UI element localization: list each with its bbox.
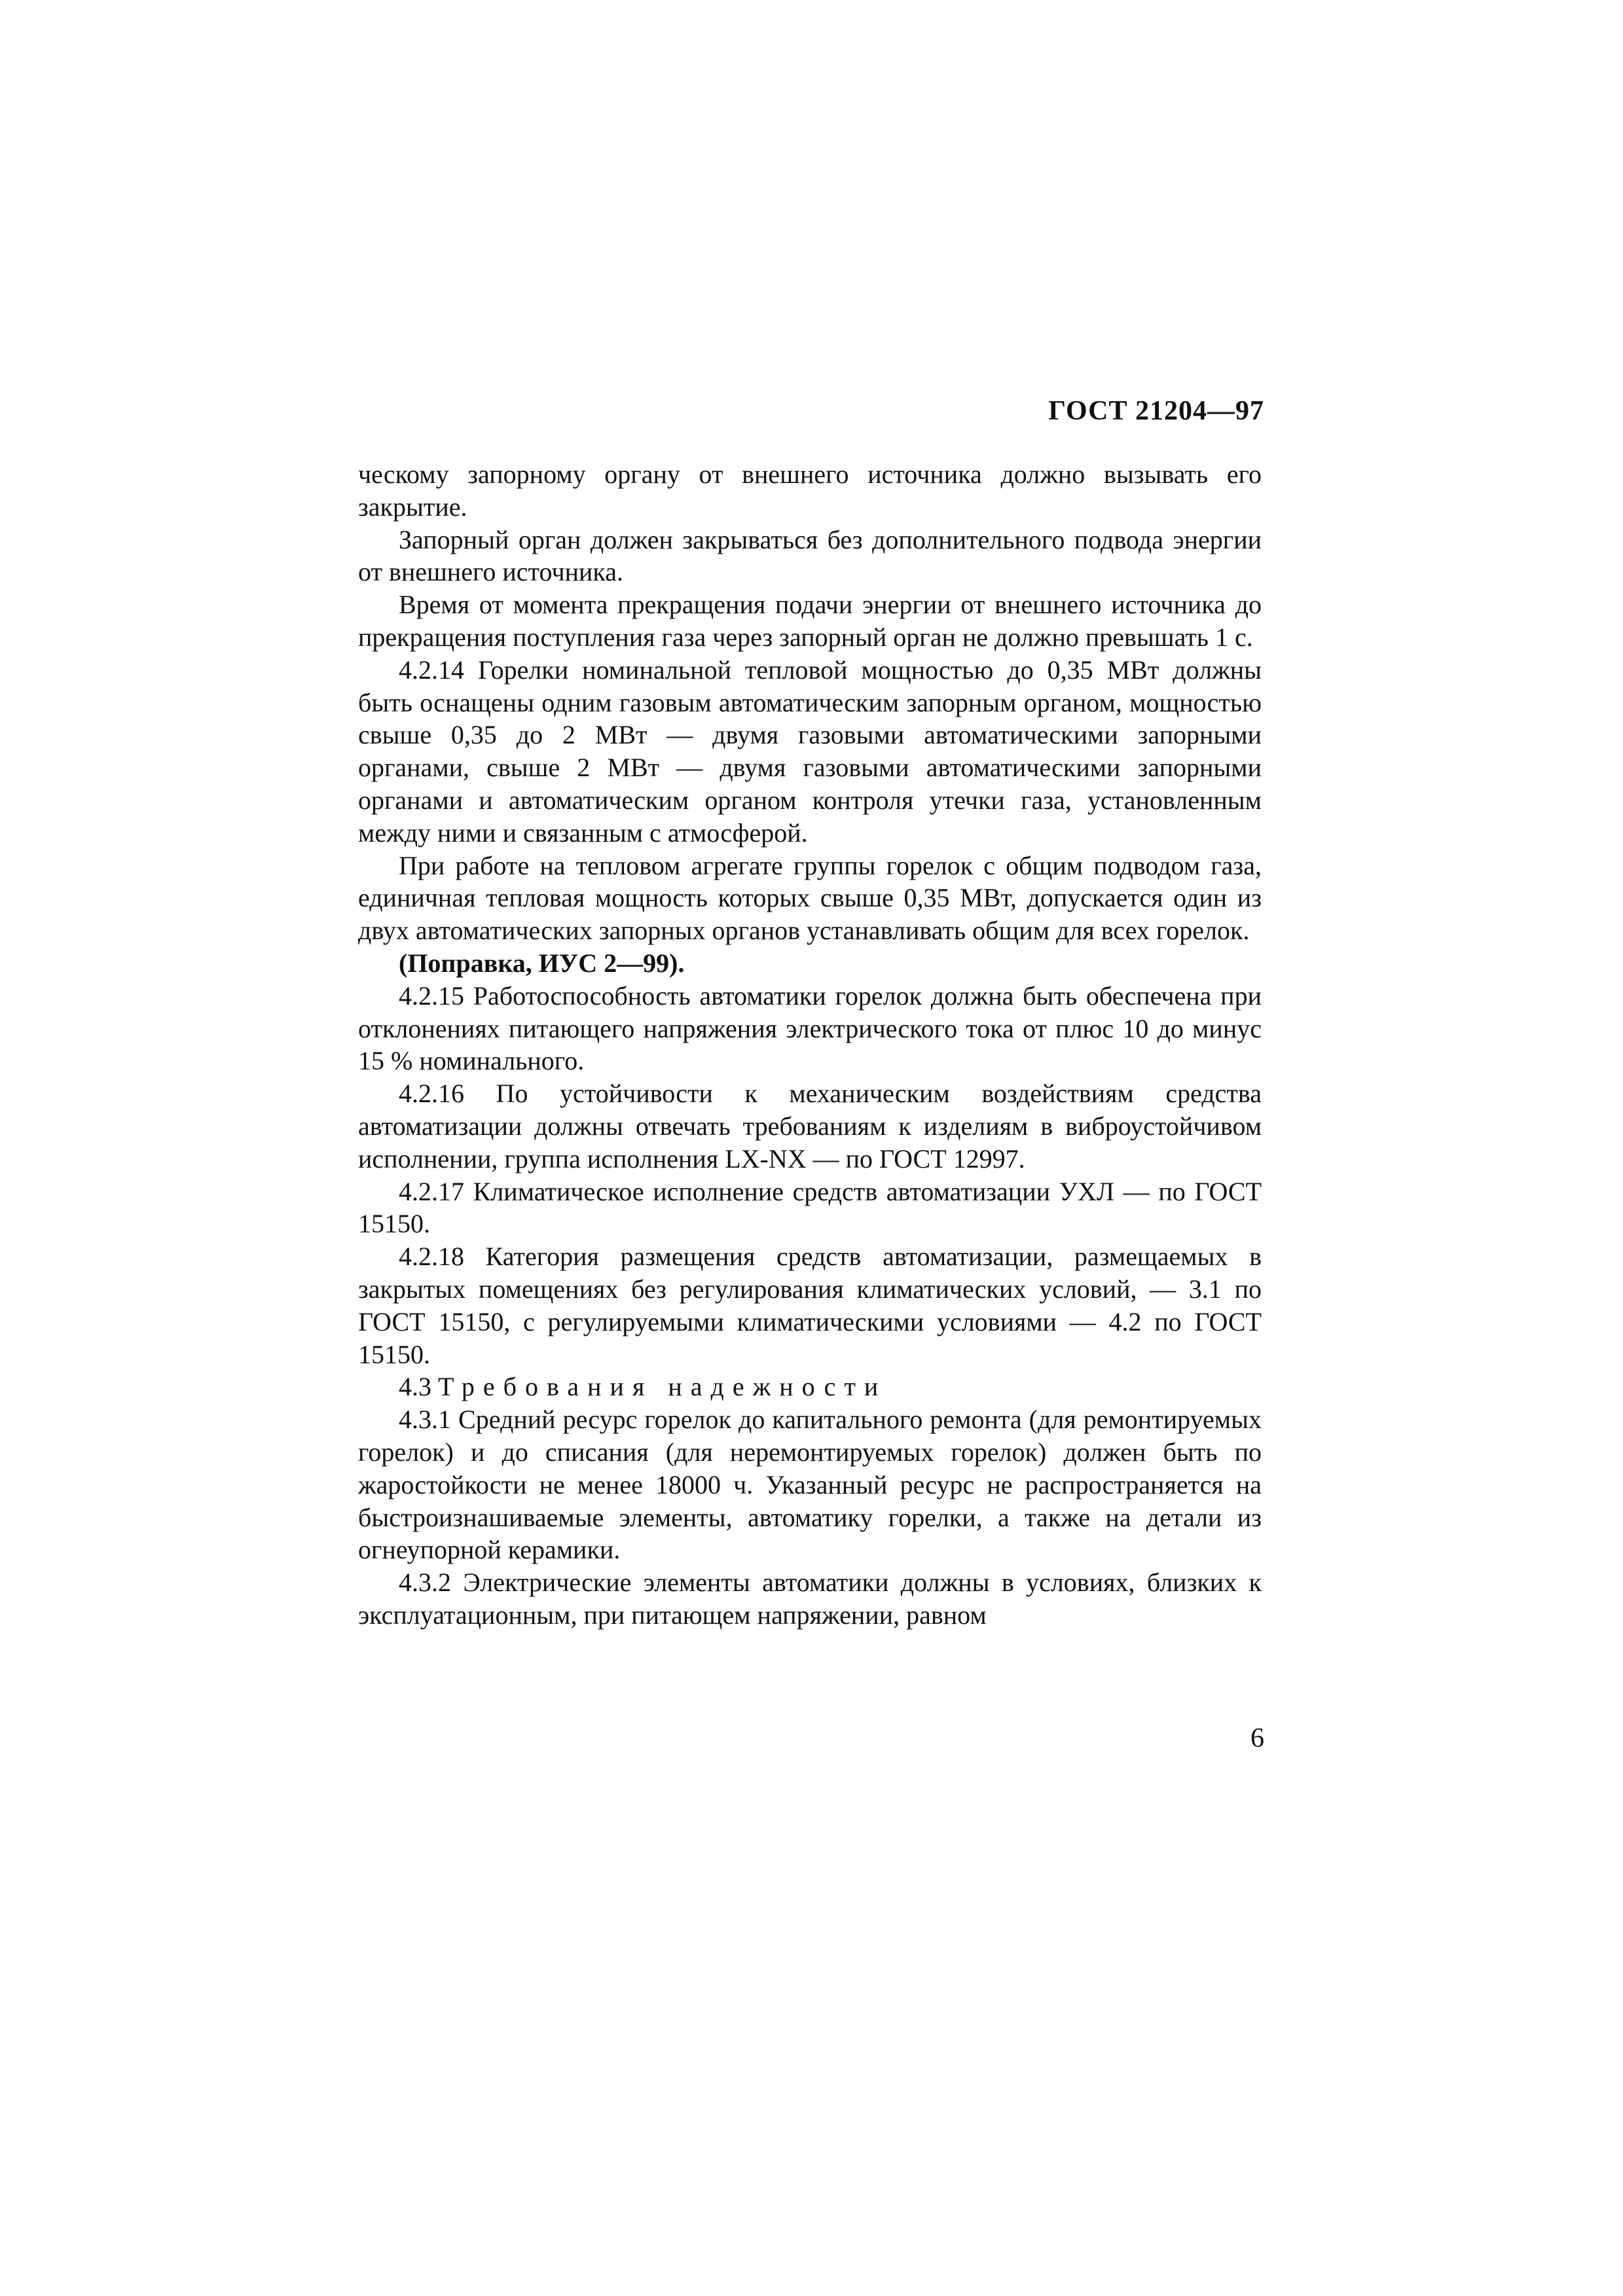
paragraph-4-2-14: 4.2.14 Горелки номинальной тепловой мощностью до 0,35 МВт должны быть оснащены одним газовым автоматическим запорным органом, мощностью свыше 0,35 до 2 МВт — двумя газовыми автоматическими запорными органами, свыше 2 МВт — двумя газовыми автоматическими запорными органами и автоматическим органом контроля утечки газа, установленным между ними и связанным с атмосферой. bbox=[358, 655, 1262, 848]
paragraph-4-2-18: 4.2.18 Категория размещения средств автоматизации, размещаемых в закрытых помещениях без регулирования климатических условий, — 3.1 по ГОСТ 15150, с регулируемыми климатическими условиями — 4.2 по ГОСТ 15150. bbox=[358, 1242, 1262, 1369]
paragraph-4-2-17: 4.2.17 Климатическое исполнение средств автоматизации УХЛ — по ГОСТ 15150. bbox=[358, 1176, 1262, 1239]
paragraph-4-2-16: 4.2.16 По устойчивости к механическим воздействиям средства автоматизации должны отвечать требованиям к изделиям в виброустойчивом исполнении, группа исполнения LX-NX — по ГОСТ 12997. bbox=[358, 1079, 1262, 1174]
paragraph: Запорный орган должен закрываться без дополнительного подвода энергии от внешнего источника. bbox=[358, 524, 1262, 587]
paragraph-continuation: ческому запорному органу от внешнего источника должно вызывать его закрытие. bbox=[358, 459, 1262, 522]
section-number: 4.3 bbox=[399, 1372, 431, 1402]
paragraph-4-2-15: 4.2.15 Работоспособность автоматики горелок должна быть обеспечена при отклонениях питающего напряжения электрического тока от плюс 10 до минус 15 % номинального. bbox=[358, 980, 1262, 1076]
body-text bbox=[358, 458, 1262, 1632]
paragraph: При работе на тепловом агрегате группы горелок с общим подводом газа, единичная тепловая мощность которых свыше 0,35 МВт, допускается один из двух автоматических запорных органов устанавливать общим для всех горелок. bbox=[358, 850, 1262, 946]
paragraph-4-3-1: 4.3.1 Средний ресурс горелок до капитального ремонта (для ремонтируемых горелок) и до списания (для неремонтируемых горелок) должен быть по жаростойкости не менее 18000 ч. Указанный ресурс не распространяется на быстроизнашиваемые элементы, автоматику горелки, а также на детали из огнеупорной керамики. bbox=[358, 1405, 1262, 1565]
document-header: ГОСТ 21204—97 bbox=[1048, 396, 1264, 426]
paragraph-4-3-2: 4.3.2 Электрические элементы автоматики должны в условиях, близких к эксплуатационным, при питающем напряжении, равном bbox=[358, 1568, 1262, 1630]
page-number: 6 bbox=[1250, 1723, 1264, 1753]
section-title: Требования надежности bbox=[438, 1372, 887, 1402]
section-heading bbox=[358, 1371, 1262, 1403]
paragraph: Время от момента прекращения подачи энергии от внешнего источника до прекращения поступления газа через запорный орган не должно превышать 1 с. bbox=[358, 590, 1262, 652]
amendment-note: (Поправка, ИУС 2—99). bbox=[399, 948, 685, 978]
